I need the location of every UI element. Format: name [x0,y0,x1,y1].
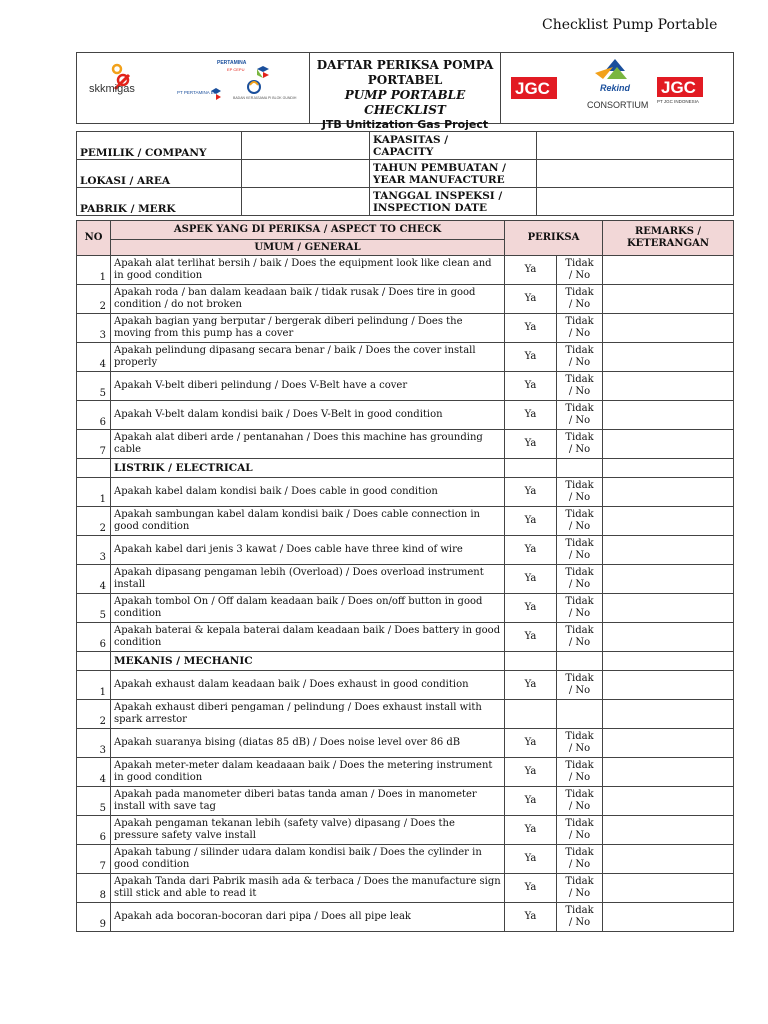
ya-option[interactable]: Ya [505,536,557,565]
row-remarks[interactable] [603,903,734,932]
ya-option[interactable]: Ya [505,903,557,932]
title-cell [310,53,501,124]
row-remarks[interactable] [603,874,734,903]
tidak-text-2: / No [568,801,591,812]
row-aspect: Apakah baterai & kepala baterai dalam keadaan baik / Does battery in good condition [111,623,505,652]
tidak-text-1: Tidak [565,345,594,356]
tidak-text-1: Tidak [565,673,594,684]
row-number: 3 [77,536,111,565]
title-id-line2: PORTABEL [367,73,443,87]
tidak-text-1: Tidak [565,760,594,771]
row-aspect: Apakah ada bocoran-bocoran dari pipa / Does all pipe leak [111,903,505,932]
table-row [77,594,734,623]
tidak-text-2: / No [568,328,591,339]
location-label [77,160,242,188]
tidak-option[interactable] [557,507,603,536]
row-number: 5 [77,787,111,816]
pertamina-ep-label: PT PERTAMINA EP [177,90,217,95]
row-aspect: Apakah alat diberi arde / pentanahan / Does this machine has grounding cable [111,430,505,459]
table-row [77,758,734,787]
tidak-option[interactable] [557,758,603,787]
tidak-text-2: / No [568,579,591,590]
col-aspect-header: ASPEK YANG DI PERIKSA / ASPECT TO CHECK [111,221,505,240]
tidak-option[interactable] [557,536,603,565]
table-row [77,845,734,874]
year-label [370,160,537,188]
table-row [77,874,734,903]
info-table [76,131,734,216]
row-remarks[interactable] [603,401,734,430]
brand-text: PABRIK / MERK [80,203,176,215]
tidak-option[interactable] [557,430,603,459]
row-aspect: Apakah sambungan kabel dalam kondisi baik / Does cable connection in good condition [111,507,505,536]
table-row [77,623,734,652]
table-row [77,478,734,507]
row-remarks[interactable] [603,758,734,787]
row-number: 3 [77,729,111,758]
tidak-text-2: / No [568,550,591,561]
tidak-text-2: / No [568,444,591,455]
tidak-text-1: Tidak [565,287,594,298]
tidak-option[interactable] [557,372,603,401]
row-number: 4 [77,758,111,787]
section-title: MEKANIS / MECHANIC [111,652,505,671]
tidak-text-2: / No [568,608,591,619]
section-remarks [603,652,734,671]
owner-label [77,132,242,160]
tidak-text-1: Tidak [565,876,594,887]
jgc-logo-right-label: JGC [661,78,696,97]
ya-option[interactable]: Ya [505,314,557,343]
ya-option[interactable]: Ya [505,372,557,401]
tidak-text-1: Tidak [565,567,594,578]
tidak-option[interactable] [557,816,603,845]
row-aspect: Apakah V-belt diberi pelindung / Does V-Belt have a cover [111,372,505,401]
row-remarks[interactable] [603,285,734,314]
row-remarks[interactable] [603,343,734,372]
tidak-text-1: Tidak [565,509,594,520]
rekind-label: Rekind [600,83,631,93]
tidak-text-1: Tidak [565,818,594,829]
document-title: Checklist Pump Portable [542,17,718,33]
header-table [76,52,734,124]
inspection-date-value[interactable] [537,188,734,216]
ya-option[interactable]: Ya [505,430,557,459]
ya-option[interactable]: Ya [505,256,557,285]
tidak-text-2: / No [568,299,591,310]
ya-option[interactable]: Ya [505,729,557,758]
tidak-text-1: Tidak [565,374,594,385]
tidak-text-2: / No [568,492,591,503]
row-remarks[interactable] [603,372,734,401]
tidak-option[interactable] [557,874,603,903]
ya-option[interactable]: Ya [505,401,557,430]
tidak-text-1: Tidak [565,731,594,742]
tidak-text-1: Tidak [565,596,594,607]
tidak-text-2: / No [568,888,591,899]
owner-text: PEMILIK / COMPANY [80,147,207,159]
year-text-1: TAHUN PEMBUATAN / [373,161,506,174]
row-number: 4 [77,343,111,372]
table-row [77,372,734,401]
row-aspect: Apakah tombol On / Off dalam keadaan baik / Does on/off button in good condition [111,594,505,623]
col-remarks-header [603,221,734,256]
table-row [77,314,734,343]
tidak-text-1: Tidak [565,905,594,916]
tidak-option[interactable] [557,787,603,816]
tidak-option[interactable] [557,700,603,729]
row-aspect: Apakah exhaust dalam keadaan baik / Does exhaust in good condition [111,671,505,700]
row-remarks[interactable] [603,787,734,816]
row-aspect: Apakah meter-meter dalam keadaaan baik / Does the metering instrument in good condition [111,758,505,787]
section-number [77,459,111,478]
inspection-text-1: TANGGAL INSPEKSI / [373,189,503,202]
inspection-text-2: INSPECTION DATE [373,201,487,214]
tidak-text-1: Tidak [565,847,594,858]
ya-option[interactable]: Ya [505,594,557,623]
ya-option[interactable]: Ya [505,565,557,594]
row-remarks[interactable] [603,256,734,285]
ya-option[interactable]: Ya [505,478,557,507]
row-aspect: Apakah kabel dari jenis 3 kawat / Does cable have three kind of wire [111,536,505,565]
ya-option[interactable]: Ya [505,845,557,874]
tidak-option[interactable] [557,903,603,932]
tidak-text-1: Tidak [565,625,594,636]
row-number: 2 [77,507,111,536]
row-number: 8 [77,874,111,903]
ya-option[interactable]: Ya [505,671,557,700]
section-row [77,652,734,671]
title-en: PUMP PORTABLE CHECKLIST [344,88,466,117]
row-remarks[interactable] [603,623,734,652]
table-row [77,729,734,758]
table-row [77,256,734,285]
row-number: 1 [77,671,111,700]
left-logos [77,53,310,124]
section-title: LISTRIK / ELECTRICAL [111,459,505,478]
row-number: 2 [77,700,111,729]
ya-option[interactable]: Ya [505,285,557,314]
row-number: 6 [77,623,111,652]
row-aspect: Apakah alat terlihat bersih / baik / Does the equipment look like clean and in good condition [111,256,505,285]
tidak-option[interactable] [557,671,603,700]
table-row [77,816,734,845]
ya-option[interactable]: Ya [505,343,557,372]
row-number: 3 [77,314,111,343]
row-number: 1 [77,478,111,507]
consortium-label: CONSORTIUM [587,100,649,110]
inspection-date-label [370,188,537,216]
tidak-text-2: / No [568,743,591,754]
row-aspect: Apakah V-belt dalam kondisi baik / Does V-Belt in good condition [111,401,505,430]
row-remarks[interactable] [603,700,734,729]
tidak-text-1: Tidak [565,432,594,443]
section-check-ya [505,652,557,671]
row-aspect: Apakah exhaust diberi pengaman / pelindung / Does exhaust install with spark arrestor [111,700,505,729]
tidak-option[interactable] [557,729,603,758]
row-remarks[interactable] [603,729,734,758]
checklist-table [76,220,734,932]
row-aspect: Apakah pengaman tekanan lebih (safety valve) dipasang / Does the pressure safety valve install [111,816,505,845]
bkps-label: BADAN KERJASAMA PI BLOK GUNDIH [233,96,297,100]
tidak-text-1: Tidak [565,789,594,800]
jgc-indonesia-label: PT JGC INDONESIA [657,99,699,104]
row-remarks[interactable] [603,671,734,700]
skkmigas-label: skkmigas [89,83,135,95]
table-row [77,565,734,594]
capacity-label [370,132,537,160]
right-logos [501,53,734,124]
brand-label [77,188,242,216]
tidak-text-1: Tidak [565,316,594,327]
tidak-option[interactable] [557,343,603,372]
tidak-text-2: / No [568,685,591,696]
tidak-text-1: Tidak [565,258,594,269]
tidak-option[interactable] [557,565,603,594]
table-row [77,903,734,932]
tidak-option[interactable] [557,594,603,623]
row-aspect: Apakah kabel dalam kondisi baik / Does cable in good condition [111,478,505,507]
ya-option[interactable]: Ya [505,874,557,903]
title-id-line1: DAFTAR PERIKSA POMPA [316,58,494,72]
tidak-option[interactable] [557,845,603,874]
tidak-option[interactable] [557,285,603,314]
row-number: 6 [77,401,111,430]
table-row [77,700,734,729]
row-remarks[interactable] [603,430,734,459]
row-number: 1 [77,256,111,285]
pertamina-label: PERTAMINA [217,60,247,66]
tidak-text-2: / No [568,386,591,397]
row-aspect: Apakah tabung / silinder udara dalam kondisi baik / Does the cylinder in good condition [111,845,505,874]
brand-value[interactable] [242,188,370,216]
row-number: 5 [77,594,111,623]
year-value[interactable] [537,160,734,188]
section-number [77,652,111,671]
section-row [77,459,734,478]
row-number: 9 [77,903,111,932]
col-check-header: PERIKSA [505,221,603,256]
row-remarks[interactable] [603,594,734,623]
pertamina-sub-label: EP CEPU [227,67,245,72]
row-remarks[interactable] [603,478,734,507]
ya-option[interactable] [505,700,557,729]
table-row [77,507,734,536]
row-remarks[interactable] [603,845,734,874]
tidak-text-2: / No [568,637,591,648]
section-check-tidak [557,652,603,671]
row-remarks[interactable] [603,507,734,536]
ya-option[interactable]: Ya [505,816,557,845]
tidak-text-1: Tidak [565,403,594,414]
row-number: 2 [77,285,111,314]
row-aspect: Apakah bagian yang berputar / bergerak diberi pelindung / Does the moving from this pump has a cover [111,314,505,343]
year-text-2: YEAR MANUFACTURE [373,173,505,186]
table-row [77,343,734,372]
tidak-option[interactable] [557,256,603,285]
tidak-text-2: / No [568,859,591,870]
owner-value[interactable] [242,132,370,160]
tidak-option[interactable] [557,314,603,343]
row-aspect: Apakah suaranya bising (diatas 85 dB) / Does noise level over 86 dB [111,729,505,758]
row-aspect: Apakah Tanda dari Pabrik masih ada & terbaca / Does the manufacture sign still stick and able to read it [111,874,505,903]
capacity-text-1: KAPASITAS / [373,133,449,146]
row-remarks[interactable] [603,536,734,565]
row-remarks[interactable] [603,314,734,343]
location-text: LOKASI / AREA [80,175,171,187]
table-row [77,536,734,565]
row-number: 4 [77,565,111,594]
table-row [77,671,734,700]
capacity-text-2: CAPACITY [373,145,434,158]
row-number: 7 [77,430,111,459]
row-remarks[interactable] [603,565,734,594]
row-number: 7 [77,845,111,874]
table-row [77,430,734,459]
section-remarks [603,459,734,478]
table-row [77,285,734,314]
tidak-text-1: Tidak [565,538,594,549]
section-check-ya [505,459,557,478]
remarks-text-1: REMARKS / [634,226,702,237]
tidak-option[interactable] [557,401,603,430]
col-general-header: UMUM / GENERAL [111,240,505,256]
tidak-text-1: Tidak [565,480,594,491]
col-no-header: NO [77,221,111,256]
section-check-tidak [557,459,603,478]
project-name: JTB Unitization Gas Project [321,118,489,131]
tidak-text-2: / No [568,270,591,281]
row-number: 6 [77,816,111,845]
tidak-text-2: / No [568,772,591,783]
ya-option[interactable]: Ya [505,758,557,787]
tidak-text-2: / No [568,415,591,426]
tidak-option[interactable] [557,478,603,507]
row-aspect: Apakah pada manometer diberi batas tanda aman / Does in manometer install with save tag [111,787,505,816]
capacity-value[interactable] [537,132,734,160]
tidak-text-2: / No [568,830,591,841]
ya-option[interactable]: Ya [505,507,557,536]
row-remarks[interactable] [603,816,734,845]
row-number: 5 [77,372,111,401]
row-aspect: Apakah dipasang pengaman lebih (Overload) / Does overload instrument install [111,565,505,594]
row-aspect: Apakah roda / ban dalam keadaan baik / tidak rusak / Does tire in good condition / do not broken [111,285,505,314]
remarks-text-2: KETERANGAN [626,238,710,249]
table-row [77,401,734,430]
location-value[interactable] [242,160,370,188]
table-row [77,787,734,816]
tidak-text-2: / No [568,357,591,368]
ya-option[interactable]: Ya [505,787,557,816]
row-aspect: Apakah pelindung dipasang secara benar / baik / Does the cover install properly [111,343,505,372]
tidak-text-2: / No [568,521,591,532]
tidak-option[interactable] [557,623,603,652]
ya-option[interactable]: Ya [505,623,557,652]
tidak-text-2: / No [568,917,591,928]
jgc-logo-left-label: JGC [515,79,550,98]
